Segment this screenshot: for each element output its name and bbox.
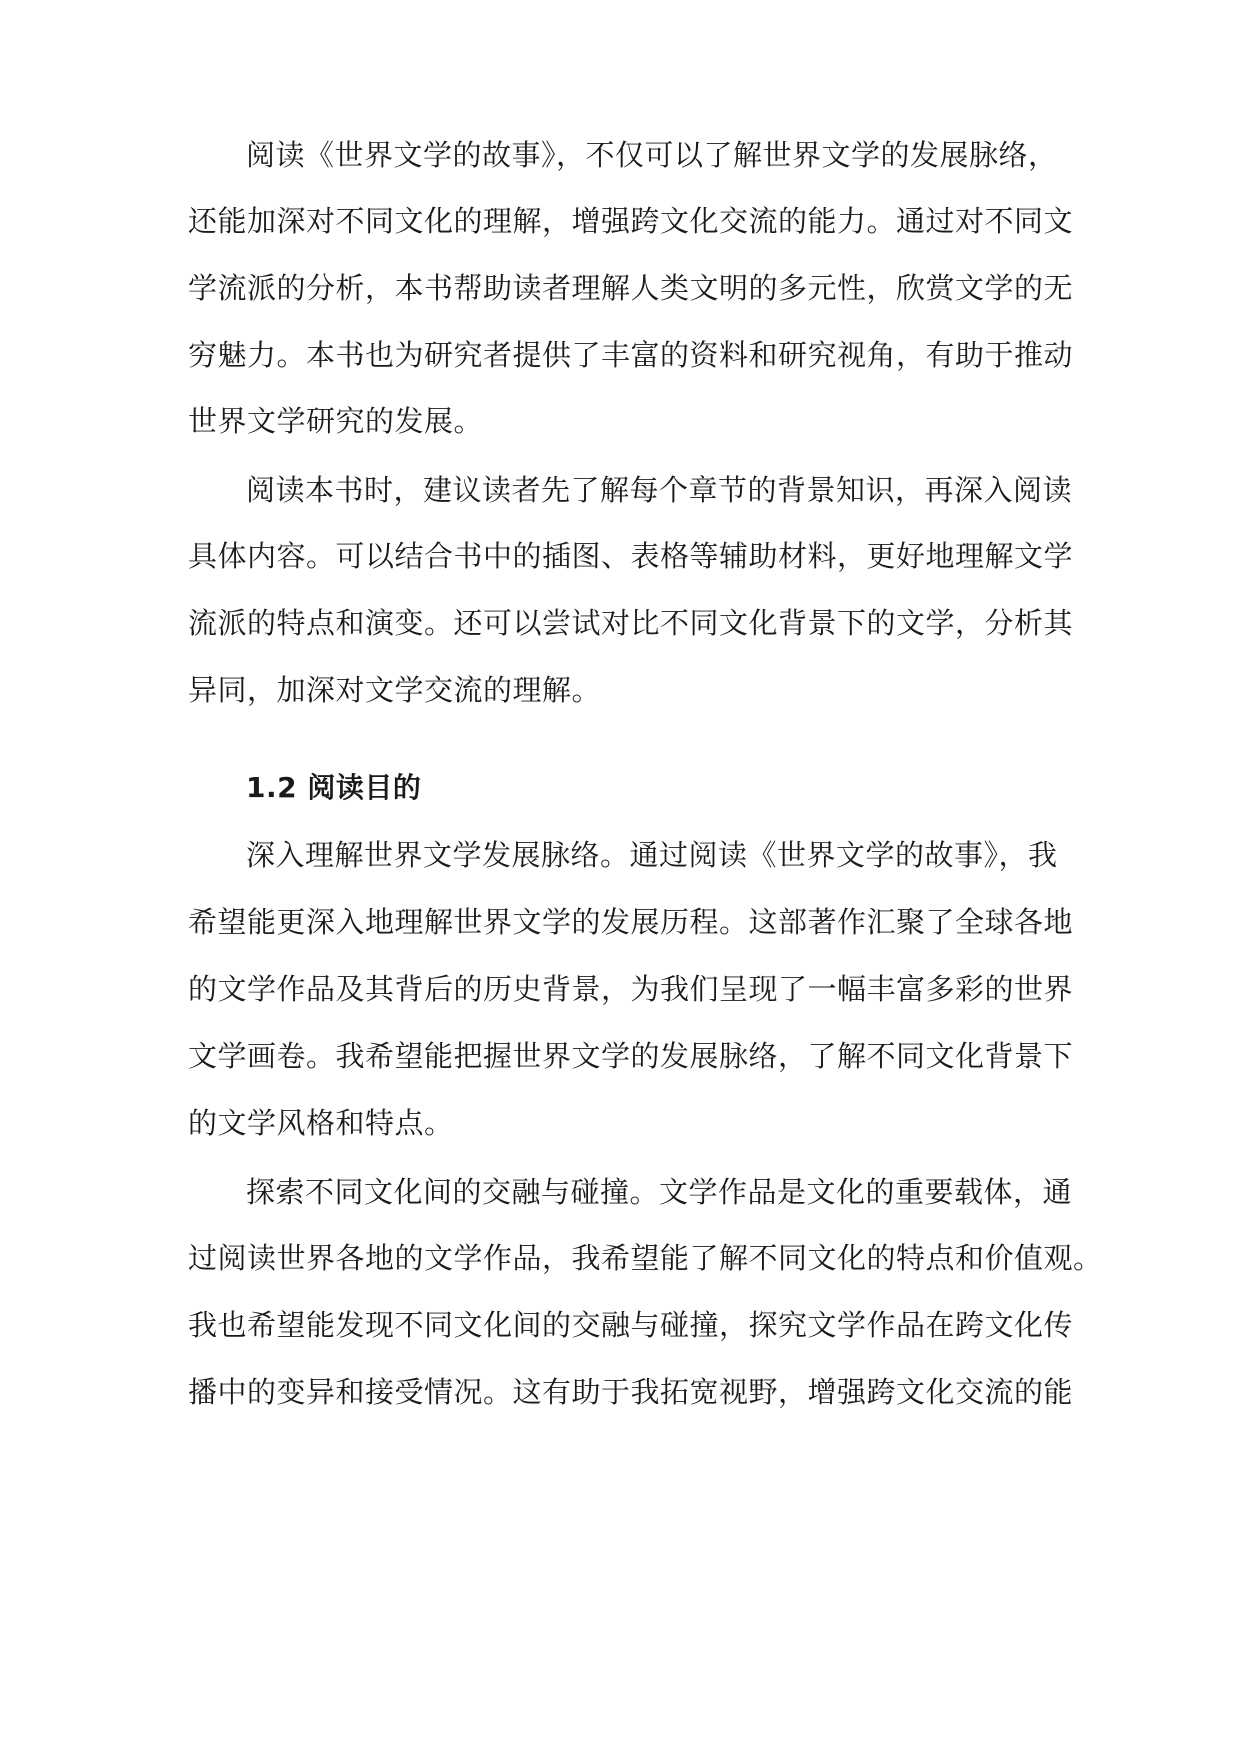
section-paragraph-1-line-5: 的文学风格和特点。 [188, 1106, 454, 1140]
section-paragraph-1-line-4: 文学画卷。我希望能把握世界文学的发展脉络，了解不同文化背景下 [188, 1039, 1074, 1073]
paragraph-1-line-1: 阅读《世界文学的故事》，不仅可以了解世界文学的发展脉络， [246, 138, 1058, 172]
section-paragraph-2-line-3: 我也希望能发现不同文化间的交融与碰撞，探究文学作品在跨文化传 [188, 1308, 1074, 1342]
section-paragraph-2-line-4: 播中的变异和接受情况。这有助于我拓宽视野，增强跨文化交流的能 [188, 1375, 1074, 1409]
section-paragraph-1-line-2: 希望能更深入地理解世界文学的发展历程。这部著作汇聚了全球各地 [188, 905, 1074, 939]
paragraph-2-line-1: 阅读本书时，建议读者先了解每个章节的背景知识，再深入阅读 [246, 473, 1073, 507]
paragraph-1-line-3: 学流派的分析，本书帮助读者理解人类文明的多元性，欣赏文学的无 [188, 271, 1074, 305]
section-paragraph-2-line-2: 过阅读世界各地的文学作品，我希望能了解不同文化的特点和价值观。 [188, 1241, 1103, 1275]
paragraph-1-line-5: 世界文学研究的发展。 [188, 404, 484, 438]
section-paragraph-1-line-3: 的文学作品及其背后的历史背景，为我们呈现了一幅丰富多彩的世界 [188, 972, 1074, 1006]
paragraph-1-line-2: 还能加深对不同文化的理解，增强跨文化交流的能力。通过对不同文 [188, 204, 1074, 238]
paragraph-2-line-3: 流派的特点和演变。还可以尝试对比不同文化背景下的文学，分析其 [188, 606, 1074, 640]
section-paragraph-1-line-1: 深入理解世界文学发展脉络。通过阅读《世界文学的故事》，我 [246, 838, 1058, 872]
paragraph-1-line-4: 穷魅力。本书也为研究者提供了丰富的资料和研究视角，有助于推动 [188, 338, 1074, 372]
section-heading: 1.2 阅读目的 [246, 771, 422, 804]
paragraph-2-line-4: 异同，加深对文学交流的理解。 [188, 673, 602, 707]
paragraph-2-line-2: 具体内容。可以结合书中的插图、表格等辅助材料，更好地理解文学 [188, 539, 1074, 573]
section-paragraph-2-line-1: 探索不同文化间的交融与碰撞。文学作品是文化的重要载体，通 [246, 1175, 1073, 1209]
